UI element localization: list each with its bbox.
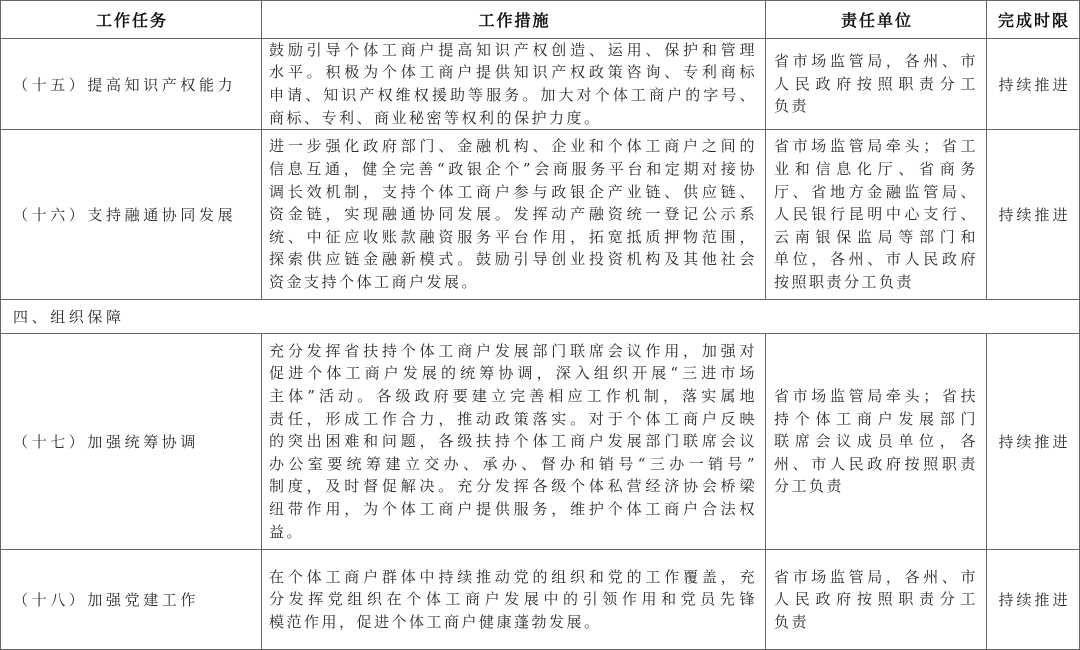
text-line: 进一步强化政府部门、金融机构、企业和个体工商户之间的: [269, 137, 757, 156]
measures-text: [269, 340, 757, 543]
deadline-label: 持续推进: [998, 591, 1071, 609]
measures-cell: [262, 550, 766, 650]
header-unit: 责任单位: [766, 1, 987, 39]
text-line: 主体”活动。各级政府要建立完善相应工作机制，落实属地: [269, 387, 757, 406]
deadline-label: 持续推进: [998, 75, 1071, 94]
task-cell: [1, 130, 262, 300]
text-line: 持个体工商户发展部门: [774, 409, 978, 428]
text-line: 纽带作用，为个体工商户提供服务，维护个体工商户合法权: [269, 499, 757, 518]
task-label: （十七）加强统筹协调: [13, 433, 200, 451]
text-line: 商标、专利、商业秘密等权利的保护力度。: [269, 108, 602, 127]
text-line: 省市场监管局牵头；省工: [774, 137, 978, 156]
text-line: 统、中征应收账款融资服务平台作用，拓宽抵质押物范围，: [269, 227, 757, 246]
text-line: 省市场监管局，各州、市: [774, 567, 978, 586]
text-line: 促进个体工商户发展的统筹协调，深入组织开展“三进市场: [269, 364, 757, 383]
text-line: 人民银行昆明中心支行、: [774, 205, 978, 224]
task-label: （十五）提高知识产权能力: [13, 75, 237, 94]
deadline-label: 持续推进: [998, 433, 1071, 451]
text-line: 业和信息化厅、省商务: [774, 160, 978, 179]
text-line: 单位，各州、市人民政府: [774, 250, 978, 269]
deadline-cell: [987, 130, 1080, 300]
text-line: 探索供应链金融新模式。鼓励引导创业投资机构及其他社会: [269, 250, 757, 269]
unit-text: [774, 135, 978, 293]
header-measures: 工作措施: [262, 1, 766, 39]
text-line: 负责: [774, 612, 810, 631]
task-cell: [1, 550, 262, 650]
deadline-label: 持续推进: [998, 206, 1071, 224]
text-line: 人民政府按照职责分工: [774, 74, 978, 93]
text-line: 厅、省地方金融监管局、: [774, 182, 978, 201]
text-line: 办公室要统筹建立交办、承办、督办和销号“三办一销号”: [269, 454, 757, 473]
text-line: 负责: [774, 97, 810, 116]
text-line: 在个体工商户群体中持续推动党的组织和党的工作覆盖，充: [269, 567, 757, 586]
unit-text: [774, 50, 978, 118]
section-heading-label: 四、组织保障: [13, 308, 125, 326]
text-line: 的突出困难和问题，各级扶持个体工商户发展部门联席会议: [269, 432, 757, 451]
text-line: 模范作用，促进个体工商户健康蓬勃发展。: [269, 612, 602, 631]
task-cell: [1, 334, 262, 550]
text-line: 鼓励引导个体工商户提高知识产权创造、运用、保护和管理: [269, 40, 757, 59]
text-line: 分工负责: [774, 477, 845, 496]
text-line: 调长效机制，支持个体工商户参与政银企产业链、供应链、: [269, 182, 757, 201]
text-line: 充分发挥省扶持个体工商户发展部门联席会议作用，加强对: [269, 341, 757, 360]
text-line: 按照职责分工负责: [774, 272, 915, 291]
task-cell: [1, 39, 262, 130]
text-line: 分发挥党组织在个体工商户发展中的引领作用和党员先锋: [269, 590, 757, 609]
text-line: 申请、知识产权维权援助等服务。加大对个体工商户的字号、: [269, 86, 757, 104]
text-line: 水平。积极为个体工商户提供知识产权政策咨询、专利商标: [269, 63, 757, 82]
measures-cell: [262, 334, 766, 550]
text-line: 联席会议成员单位，各: [774, 432, 978, 451]
unit-cell: [766, 334, 987, 550]
measures-cell: [262, 130, 766, 300]
task-label: （十八）加强党建工作: [13, 591, 200, 609]
header-deadline: 完成时限: [987, 1, 1080, 39]
unit-text: [774, 385, 978, 498]
measures-text: [269, 566, 757, 634]
unit-cell: [766, 550, 987, 650]
text-line: 责任，形成工作合力，推动政策落实。对于个体工商户反映: [269, 409, 757, 428]
text-line: 资金支持个体工商户发展。: [269, 272, 480, 291]
unit-cell: [766, 130, 987, 300]
text-line: 制度，及时督促解决。充分发挥各级个体私营经济协会桥梁: [269, 477, 757, 496]
measures-text: [269, 39, 757, 129]
unit-text: [774, 566, 978, 634]
deadline-cell: [987, 39, 1080, 130]
text-line: 省市场监管局，各州、市: [774, 52, 978, 71]
measures-text: [269, 135, 757, 293]
header-task: 工作任务: [1, 1, 262, 39]
text-line: 益。: [269, 522, 305, 541]
unit-cell: [766, 39, 987, 130]
text-line: 州、市人民政府按照职责: [774, 454, 978, 473]
text-line: 省市场监管局牵头；省扶: [774, 387, 978, 406]
deadline-cell: [987, 550, 1080, 650]
text-line: 资金链，实现融通协同发展。发挥动产融资统一登记公示系: [269, 205, 757, 224]
deadline-cell: [987, 334, 1080, 550]
text-line: 信息互通，健全完善“政银企个”会商服务平台和定期对接协: [269, 160, 757, 179]
text-line: 云南银保监局等部门和: [774, 227, 978, 246]
measures-cell: [262, 39, 766, 130]
task-label: （十六）支持融通协同发展: [13, 206, 237, 224]
section-heading: [1, 300, 1080, 334]
text-line: 人民政府按照职责分工: [774, 590, 978, 609]
